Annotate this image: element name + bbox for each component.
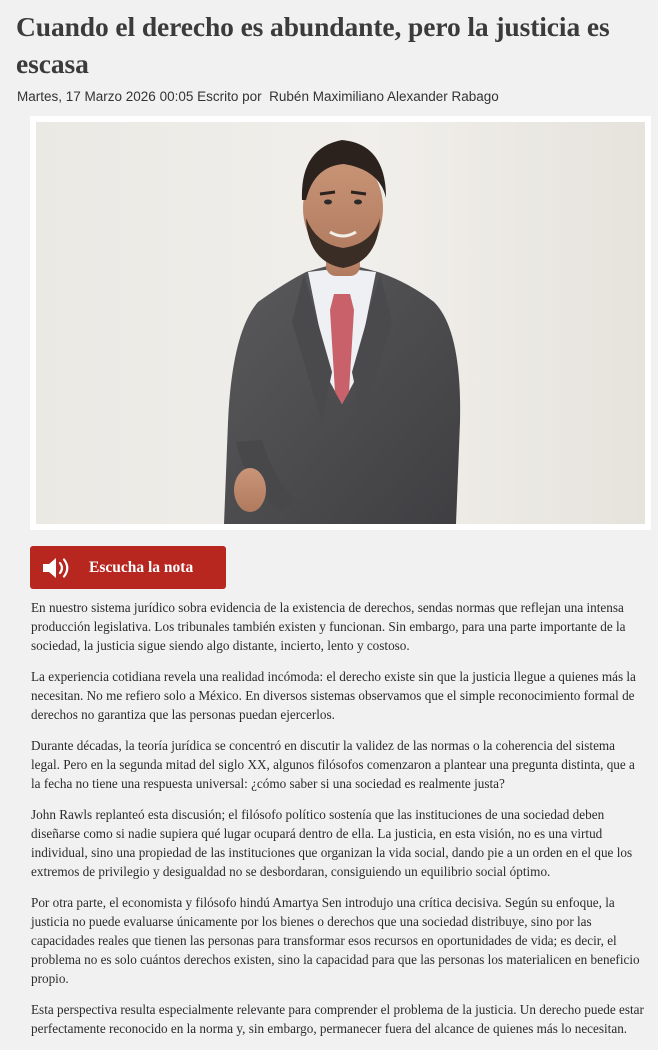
author-photo-frame xyxy=(30,116,651,530)
article-paragraph: John Rawls replanteó esta discusión; el filósofo político sostenía que las instituciones de una sociedad deben diseñarse como si nadie supiera qué lugar ocupará dentro de ella. La justicia, en esta visión, no es una virtud individual, sino una propiedad de las instituciones que organizan la vida social, dando pie a un orden en el que los extremos de privilegio y desigualdad no se desbordaran, consiguiendo un equilibrio social óptimo. xyxy=(31,807,633,879)
article-headline: Cuando el derecho es abundante, pero la justicia es escasa xyxy=(16,11,610,79)
article-byline xyxy=(17,89,499,104)
article-paragraph: Durante décadas, la teoría jurídica se concentró en discutir la validez de las normas o la coherencia del sistema legal. Pero en la segunda mitad del siglo XX, algunos filósofos comenzaron a plantear una pregunta distinta, que a la fecha no tiene una respuesta universal: ¿cómo saber si una sociedad es realmente justa? xyxy=(31,738,635,791)
article-paragraph: Por otra parte, el economista y filósofo hindú Amartya Sen introdujo una crítica decisiva. Según su enfoque, la justicia no puede evaluarse únicamente por los bienes o derechos que una sociedad distribuye, sino por las capacidades reales que tienen las personas para transformar esos recursos en oportunidades de vida; es decir, el problema no es solo cuántos derechos existen, sino la capacidad para que las personas los materialicen en beneficio propio. xyxy=(31,895,640,986)
speaker-icon xyxy=(41,557,71,579)
listen-button[interactable] xyxy=(30,546,226,589)
article-date: Martes, 17 Marzo 2026 00:05 xyxy=(17,89,194,104)
article-paragraph: La experiencia cotidiana revela una realidad incómoda: el derecho existe sin que la justicia llegue a quienes más la necesitan. No me refiero solo a México. En diversos sistemas observamos que el simple reconocimiento formal de derechos no garantiza que las personas puedan ejercerlos. xyxy=(31,669,636,722)
article-paragraph: Esta perspectiva resulta especialmente relevante para comprender el problema de la justicia. Un derecho puede estar perfectamente reconocido en la norma y, sin embargo, permanecer fuera del alcance de quienes más lo necesitan. xyxy=(31,1002,644,1036)
article-paragraph: En nuestro sistema jurídico sobra evidencia de la existencia de derechos, sendas normas que reflejan una intensa producción legislativa. Los tribunales también existen y funcionan. Sin embargo, para una parte importante de la sociedad, la justicia sigue siendo algo distante, incierto, lento y costoso. xyxy=(31,600,626,653)
author-photo xyxy=(36,122,645,524)
article-body xyxy=(31,598,645,1050)
listen-button-label: Escucha la nota xyxy=(89,558,194,576)
article-author[interactable]: Rubén Maximiliano Alexander Rabago xyxy=(269,89,499,104)
written-by-label: Escrito por xyxy=(197,89,262,104)
